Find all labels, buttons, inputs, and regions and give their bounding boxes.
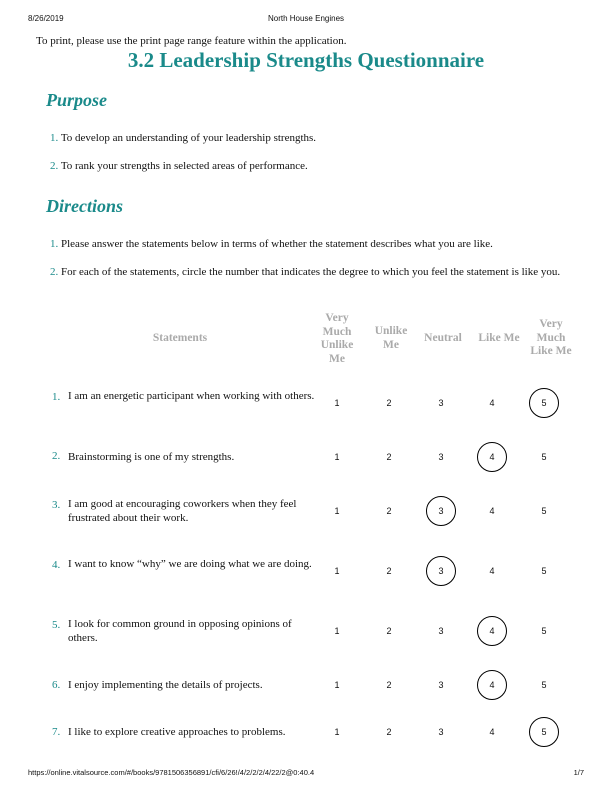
rating-option[interactable]: 4 (477, 670, 507, 700)
rating-option[interactable]: 1 (334, 452, 340, 462)
statement-text: Brainstorming is one of my strengths. (68, 451, 235, 463)
rating-option[interactable]: 4 (489, 506, 495, 516)
rating-option[interactable]: 3 (438, 398, 444, 408)
print-note: To print, please use the print page range feature within the application. (36, 35, 347, 47)
rating-option[interactable]: 4 (489, 398, 495, 408)
purpose-item-number: 2. (50, 160, 59, 172)
print-date: 8/26/2019 (28, 14, 64, 23)
rating-option[interactable]: 2 (386, 452, 392, 462)
purpose-heading: Purpose (46, 90, 108, 110)
rating-option[interactable]: 3 (438, 626, 444, 636)
rating-option[interactable]: 3 (438, 680, 444, 690)
rating-option[interactable]: 5 (541, 626, 547, 636)
directions-item-text: Please answer the statements below in terms of whether the statement describes what you are like. (61, 238, 493, 250)
rating-option[interactable]: 1 (334, 506, 340, 516)
rating-option[interactable]: 1 (334, 680, 340, 690)
purpose-item-number: 1. (50, 132, 59, 144)
rating-option[interactable]: 3 (438, 452, 444, 462)
rating-option[interactable]: 4 (477, 442, 507, 472)
page-title: 3.2 Leadership Strengths Questionnaire (127, 48, 485, 72)
statement-number: 1. (52, 391, 61, 403)
column-header-unlike-me: Unlike Me (374, 325, 408, 351)
rating-option[interactable]: 4 (489, 566, 495, 576)
rating-option[interactable]: 2 (386, 626, 392, 636)
statement-text: I look for common ground in opposing opinions of others. (68, 618, 292, 644)
column-header-like-me: Like Me (478, 332, 520, 344)
statement-text: I like to explore creative approaches to problems. (68, 726, 286, 738)
rating-option[interactable]: 5 (541, 680, 547, 690)
directions-item (50, 262, 580, 282)
statement-number: 5. (52, 619, 61, 631)
rating-option[interactable]: 3 (426, 556, 456, 586)
purpose-item (50, 156, 570, 176)
directions-item-number: 1. (50, 238, 59, 250)
rating-option[interactable]: 3 (438, 727, 444, 737)
rating-option[interactable]: 2 (386, 680, 392, 690)
page-number: 1/7 (573, 768, 584, 777)
rating-option[interactable]: 1 (334, 727, 340, 737)
directions-heading: Directions (46, 196, 124, 216)
statement-text: I want to know “why” we are doing what we are doing. (68, 558, 312, 570)
print-header-title: North House Engines (267, 14, 345, 23)
rating-option[interactable]: 1 (334, 398, 340, 408)
rating-option[interactable]: 1 (334, 626, 340, 636)
statement-number: 3. (52, 499, 61, 511)
rating-option[interactable]: 2 (386, 727, 392, 737)
rating-option[interactable]: 4 (489, 727, 495, 737)
rating-option[interactable]: 5 (529, 388, 559, 418)
purpose-item (50, 128, 570, 148)
footer-url: https://online.vitalsource.com/#/books/9781506356891/cfi/6/26!/4/2/2/2/4/22/2@0:40.4 (28, 768, 315, 777)
directions-item-number: 2. (50, 266, 59, 278)
rating-option[interactable]: 5 (541, 566, 547, 576)
statement-number: 6. (52, 679, 61, 691)
purpose-item-text: To rank your strengths in selected areas of performance. (60, 160, 308, 172)
statement-number: 7. (52, 726, 61, 738)
rating-option[interactable]: 2 (386, 398, 392, 408)
rating-option[interactable]: 2 (386, 506, 392, 516)
statement-number: 2. (52, 450, 61, 462)
rating-option[interactable]: 3 (426, 496, 456, 526)
directions-item-text: For each of the statements, circle the number that indicates the degree to which you feel the statement is like you. (61, 266, 561, 278)
rating-option[interactable]: 4 (477, 616, 507, 646)
column-header-statements: Statements (152, 332, 208, 344)
statement-text: I enjoy implementing the details of projects. (68, 679, 263, 691)
column-header-neutral: Neutral (424, 332, 462, 344)
rating-option[interactable]: 5 (529, 717, 559, 747)
statement-text: I am an energetic participant when working with others. (68, 390, 315, 402)
statement-text: I am good at encouraging coworkers when they feel frustrated about their work. (68, 498, 297, 524)
rating-option[interactable]: 5 (541, 452, 547, 462)
column-header-very-much-like-me: Very Much Like Me (530, 318, 572, 357)
rating-option[interactable]: 2 (386, 566, 392, 576)
rating-option[interactable]: 5 (541, 506, 547, 516)
directions-item (50, 234, 570, 254)
column-header-very-much-unlike-me: Very Much Unlike Me (320, 312, 354, 365)
purpose-item-text: To develop an understanding of your leadership strengths. (60, 132, 317, 144)
rating-option[interactable]: 1 (334, 566, 340, 576)
statement-number: 4. (52, 559, 61, 571)
